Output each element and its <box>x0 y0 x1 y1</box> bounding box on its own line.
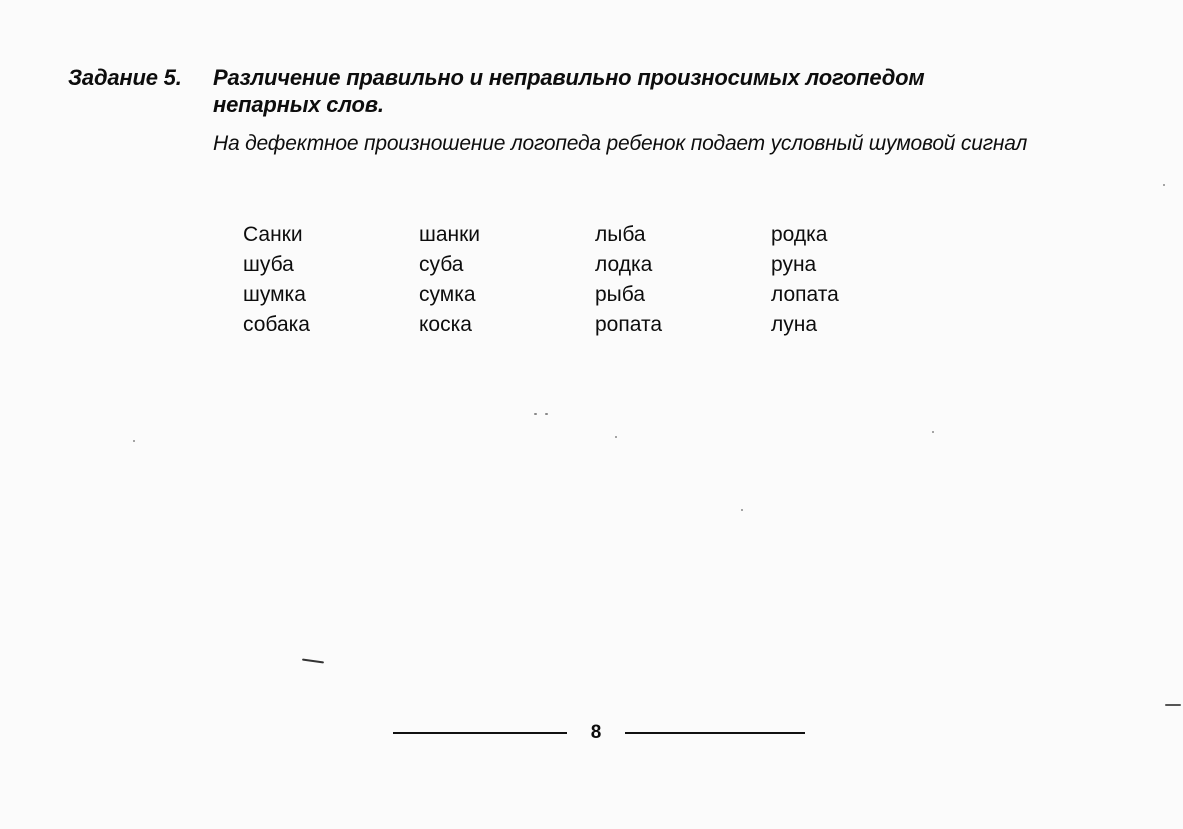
word-cell: родка <box>771 223 828 246</box>
scan-speck <box>615 436 617 438</box>
footer-rule-left <box>393 732 567 734</box>
task-title-line2: непарных слов. <box>213 92 384 117</box>
scan-speck <box>534 413 537 415</box>
scan-speck <box>1165 704 1181 706</box>
scan-speck <box>1163 184 1165 186</box>
word-cell: рыба <box>595 283 645 306</box>
scan-speck <box>133 440 135 442</box>
word-cell: сумка <box>419 283 476 306</box>
scan-speck <box>302 658 324 663</box>
word-grid <box>243 220 921 340</box>
word-cell: шуба <box>243 253 294 276</box>
word-cell: лопата <box>771 283 839 306</box>
scan-speck <box>932 431 934 433</box>
task-label: Задание 5. <box>68 65 182 90</box>
scan-speck <box>545 413 548 415</box>
word-cell: руна <box>771 253 817 276</box>
scan-speck <box>741 509 743 511</box>
word-cell: ропата <box>595 313 663 336</box>
word-cell: шанки <box>419 223 481 246</box>
task-title-line1: Различение правильно и неправильно произносимых логопедом <box>213 65 925 90</box>
task-heading <box>68 64 1148 118</box>
word-cell: коска <box>419 313 472 336</box>
word-cell: суба <box>419 253 464 276</box>
page-footer <box>393 718 805 748</box>
word-cell: луна <box>771 313 818 336</box>
word-cell: Санки <box>243 223 303 246</box>
word-cell: лыба <box>595 223 646 246</box>
word-cell: шумка <box>243 283 306 306</box>
page-number: 8 <box>590 722 602 743</box>
word-cell: лодка <box>595 253 653 276</box>
task-instruction: На дефектное произношение логопеда ребенок подает условный шумовой сигнал <box>213 132 1028 155</box>
word-cell: собака <box>243 313 310 336</box>
footer-rule-right <box>625 732 805 734</box>
